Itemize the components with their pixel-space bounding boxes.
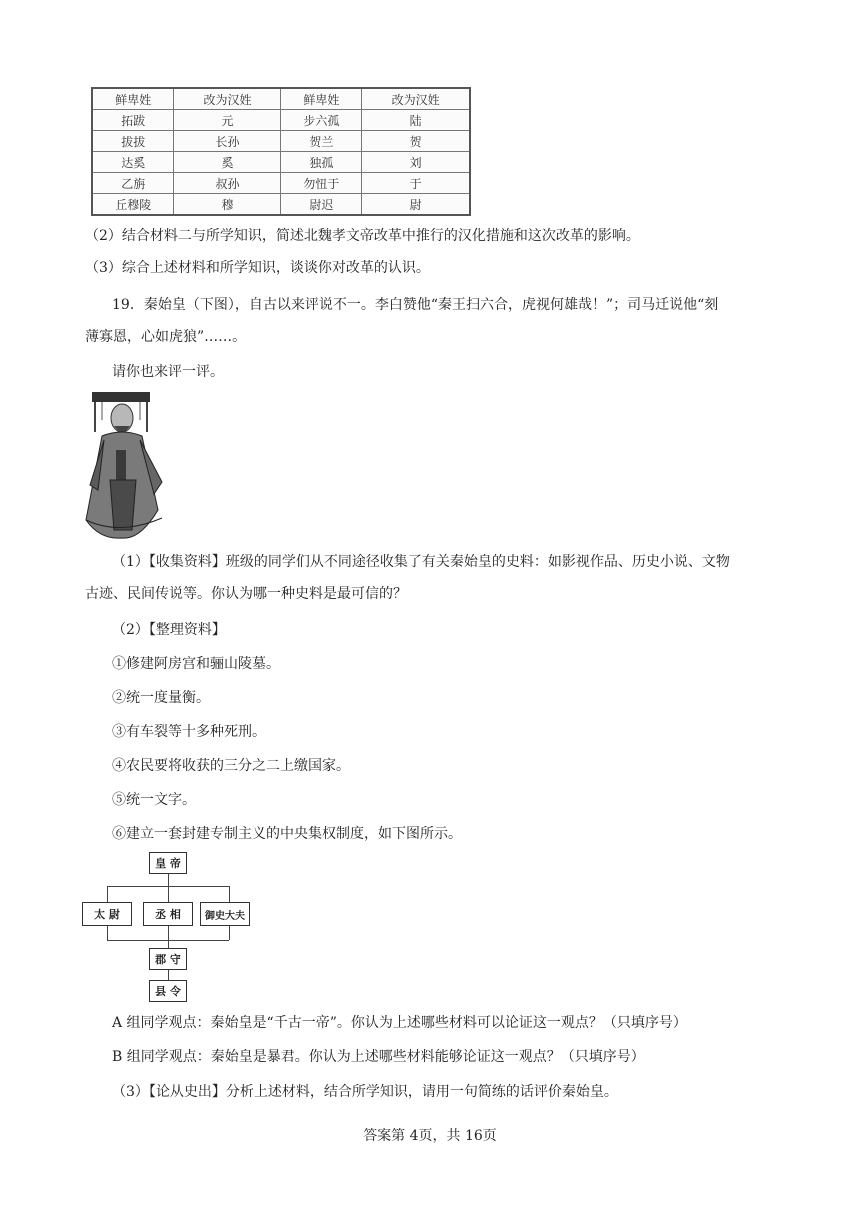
list-item: ④农民要将收获的三分之二上缴国家。 [112,758,350,774]
connector-line [229,926,230,940]
table-cell: 独孤 [281,152,362,173]
connector-line [168,926,169,948]
commandery-box: 郡 守 [149,948,187,970]
taiwei-box: 太 尉 [82,902,132,926]
censor-box: 御史大夫 [200,902,250,926]
table-row [92,131,470,152]
group-a-question: A 组同学观点：秦始皇是“千古一帝”。你认为上述哪些材料可以论证这一观点？（只填序号） [112,1015,687,1031]
connector-line [168,886,169,902]
emperor-box: 皇 帝 [149,852,187,874]
question-19-line-1: 19．秦始皇（下图），自古以来评说不一。李白赞他“秦王扫六合，虎视何雄哉！”；司马迁说他“刻 [112,297,719,313]
connector-line [168,874,169,886]
table-cell: 步六孤 [281,110,362,131]
list-item: ②统一度量衡。 [112,690,210,706]
table-cell: 尉迟 [281,194,362,216]
sub-question-1-line-2: 古迹、民间传说等。你认为哪一种史料是最可信的？ [85,586,407,602]
connector-line [107,886,108,902]
page-footer: 答案第 4页，共 16页 [363,1128,497,1144]
table-header: 改为汉姓 [362,88,470,110]
table-cell: 刘 [362,152,470,173]
table-cell: 穆 [174,194,281,216]
table-header: 改为汉姓 [174,88,281,110]
list-item: ⑥建立一套封建专制主义的中央集权制度，如下图所示。 [112,826,462,842]
table-cell: 拔拔 [92,131,174,152]
table-cell: 奚 [174,152,281,173]
list-item: ③有车裂等十多种死刑。 [112,724,266,740]
sub-question-2: （2）【整理资料】 [112,622,226,638]
group-b-question: B 组同学观点：秦始皇是暴君。你认为上述哪些材料能够论证这一观点？（只填序号） [112,1049,645,1065]
table-cell: 贺 [362,131,470,152]
table-cell: 元 [174,110,281,131]
table-cell: 丘穆陵 [92,194,174,216]
sub-question-1-line-1: （1）【收集资料】班级的同学们从不同途径收集了有关秦始皇的史料：如影视作品、历史小说、文物 [112,554,730,570]
connector-line [107,926,108,940]
table-row [92,110,470,131]
table-row [92,173,470,194]
question-19-prompt: 请你也来评一评。 [112,364,224,380]
table-cell: 于 [362,173,470,194]
table-header-row [92,88,470,110]
question-19-line-2: 薄寡恩，心如虎狼”……。 [85,329,247,345]
table-cell: 乙旃 [92,173,174,194]
table-cell: 拓跋 [92,110,174,131]
sub-question-3: （3）【论从史出】分析上述材料，结合所学知识，请用一句简练的话评价秦始皇。 [112,1084,618,1100]
table-header: 鲜卑姓 [92,88,174,110]
table-cell: 达奚 [92,152,174,173]
table-row [92,194,470,216]
table-cell: 长孙 [174,131,281,152]
question-2: （2）结合材料二与所学知识，简述北魏孝文帝改革中推行的汉化措施和这次改革的影响。 [85,228,640,244]
list-item: ⑤统一文字。 [112,792,196,808]
central-government-diagram [80,850,252,1005]
chancellor-box: 丞 相 [143,902,193,926]
list-item: ①修建阿房宫和骊山陵墓。 [112,656,280,672]
surname-table [91,87,471,216]
table-cell: 贺兰 [281,131,362,152]
table-cell: 陆 [362,110,470,131]
table-cell: 尉 [362,194,470,216]
table-row [92,152,470,173]
connector-line [229,886,230,902]
table-cell: 叔孙 [174,173,281,194]
question-3: （3）综合上述材料和所学知识，谈谈你对改革的认识。 [85,260,430,276]
qin-shi-huang-image [80,390,175,540]
connector-line [168,970,169,980]
county-box: 县 令 [149,980,187,1002]
table-header: 鲜卑姓 [281,88,362,110]
table-cell: 勿忸于 [281,173,362,194]
